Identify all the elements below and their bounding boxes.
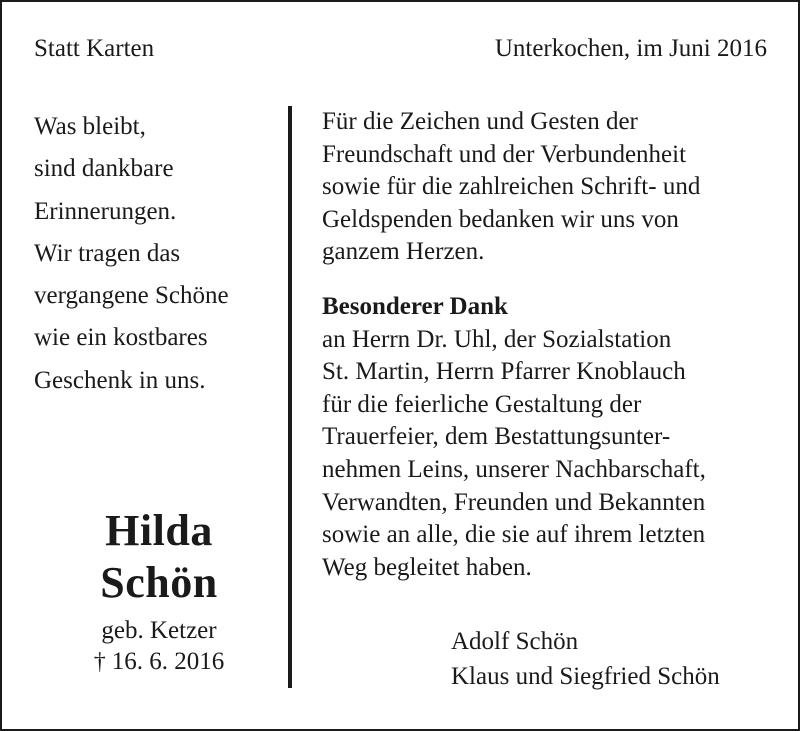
paragraph-gap	[322, 269, 706, 291]
poem-line: wie ein kostbares	[34, 324, 208, 352]
header-place-date: Unterkochen, im Juni 2016	[494, 35, 767, 62]
poem-line: Erinnerungen.	[34, 197, 177, 225]
special-thanks-line: nehmen Leins, unserer Nachbarschaft,	[322, 455, 706, 483]
poem-line: Wir tragen das	[34, 239, 181, 267]
deceased-death-line	[34, 646, 284, 678]
poem-line: Geschenk in uns.	[34, 366, 206, 394]
poem-line: Was bleibt,	[34, 113, 146, 140]
vertical-divider	[288, 106, 292, 688]
deceased-block	[34, 505, 284, 678]
special-thanks-line: Weg begleitet haben.	[322, 553, 532, 581]
thanks-intro-line: sowie für die zahlreichen Schrift- und	[322, 173, 701, 201]
deceased-birth-name: geb. Ketzer	[101, 617, 217, 644]
poem	[34, 106, 229, 402]
special-thanks-line: für die feierliche Gestaltung der	[322, 390, 642, 418]
poem-line: vergangene Schöne	[34, 282, 229, 310]
special-thanks-line: St. Martin, Herrn Pfarrer Knoblauch	[322, 358, 686, 386]
special-thanks-line: an Herrn Dr. Uhl, der Sozialstation	[322, 325, 672, 353]
header-statt-karten: Statt Karten	[34, 35, 155, 62]
thanks-intro-line: Geldspenden bedanken wir uns von	[322, 205, 679, 233]
signature-line: Klaus und Siegfried Schön	[451, 663, 720, 690]
thanks-text	[322, 106, 706, 584]
thanks-intro-line: Freundschaft und der Verbundenheit	[322, 140, 687, 168]
special-thanks-line: sowie an alle, die sie auf ihrem letzten	[322, 521, 706, 549]
poem-line: sind dankbare	[34, 155, 174, 183]
deceased-first-name: Hilda	[105, 506, 213, 555]
thanks-intro-line: ganzem Herzen.	[322, 238, 485, 266]
special-thanks-line: Verwandten, Freunden und Bekannten	[322, 488, 706, 516]
signatures	[451, 624, 720, 694]
cross-icon: †	[93, 649, 106, 675]
special-thanks-line: Trauerfeier, dem Bestattungsunter-	[322, 423, 671, 451]
thanks-intro-line: Für die Zeichen und Gesten der	[322, 108, 638, 135]
special-thanks-heading: Besonderer Dank	[322, 292, 508, 320]
deceased-last-name: Schön	[100, 558, 218, 607]
signature-line: Adolf Schön	[451, 628, 579, 655]
deceased-death-date: 16. 6. 2016	[111, 648, 225, 675]
